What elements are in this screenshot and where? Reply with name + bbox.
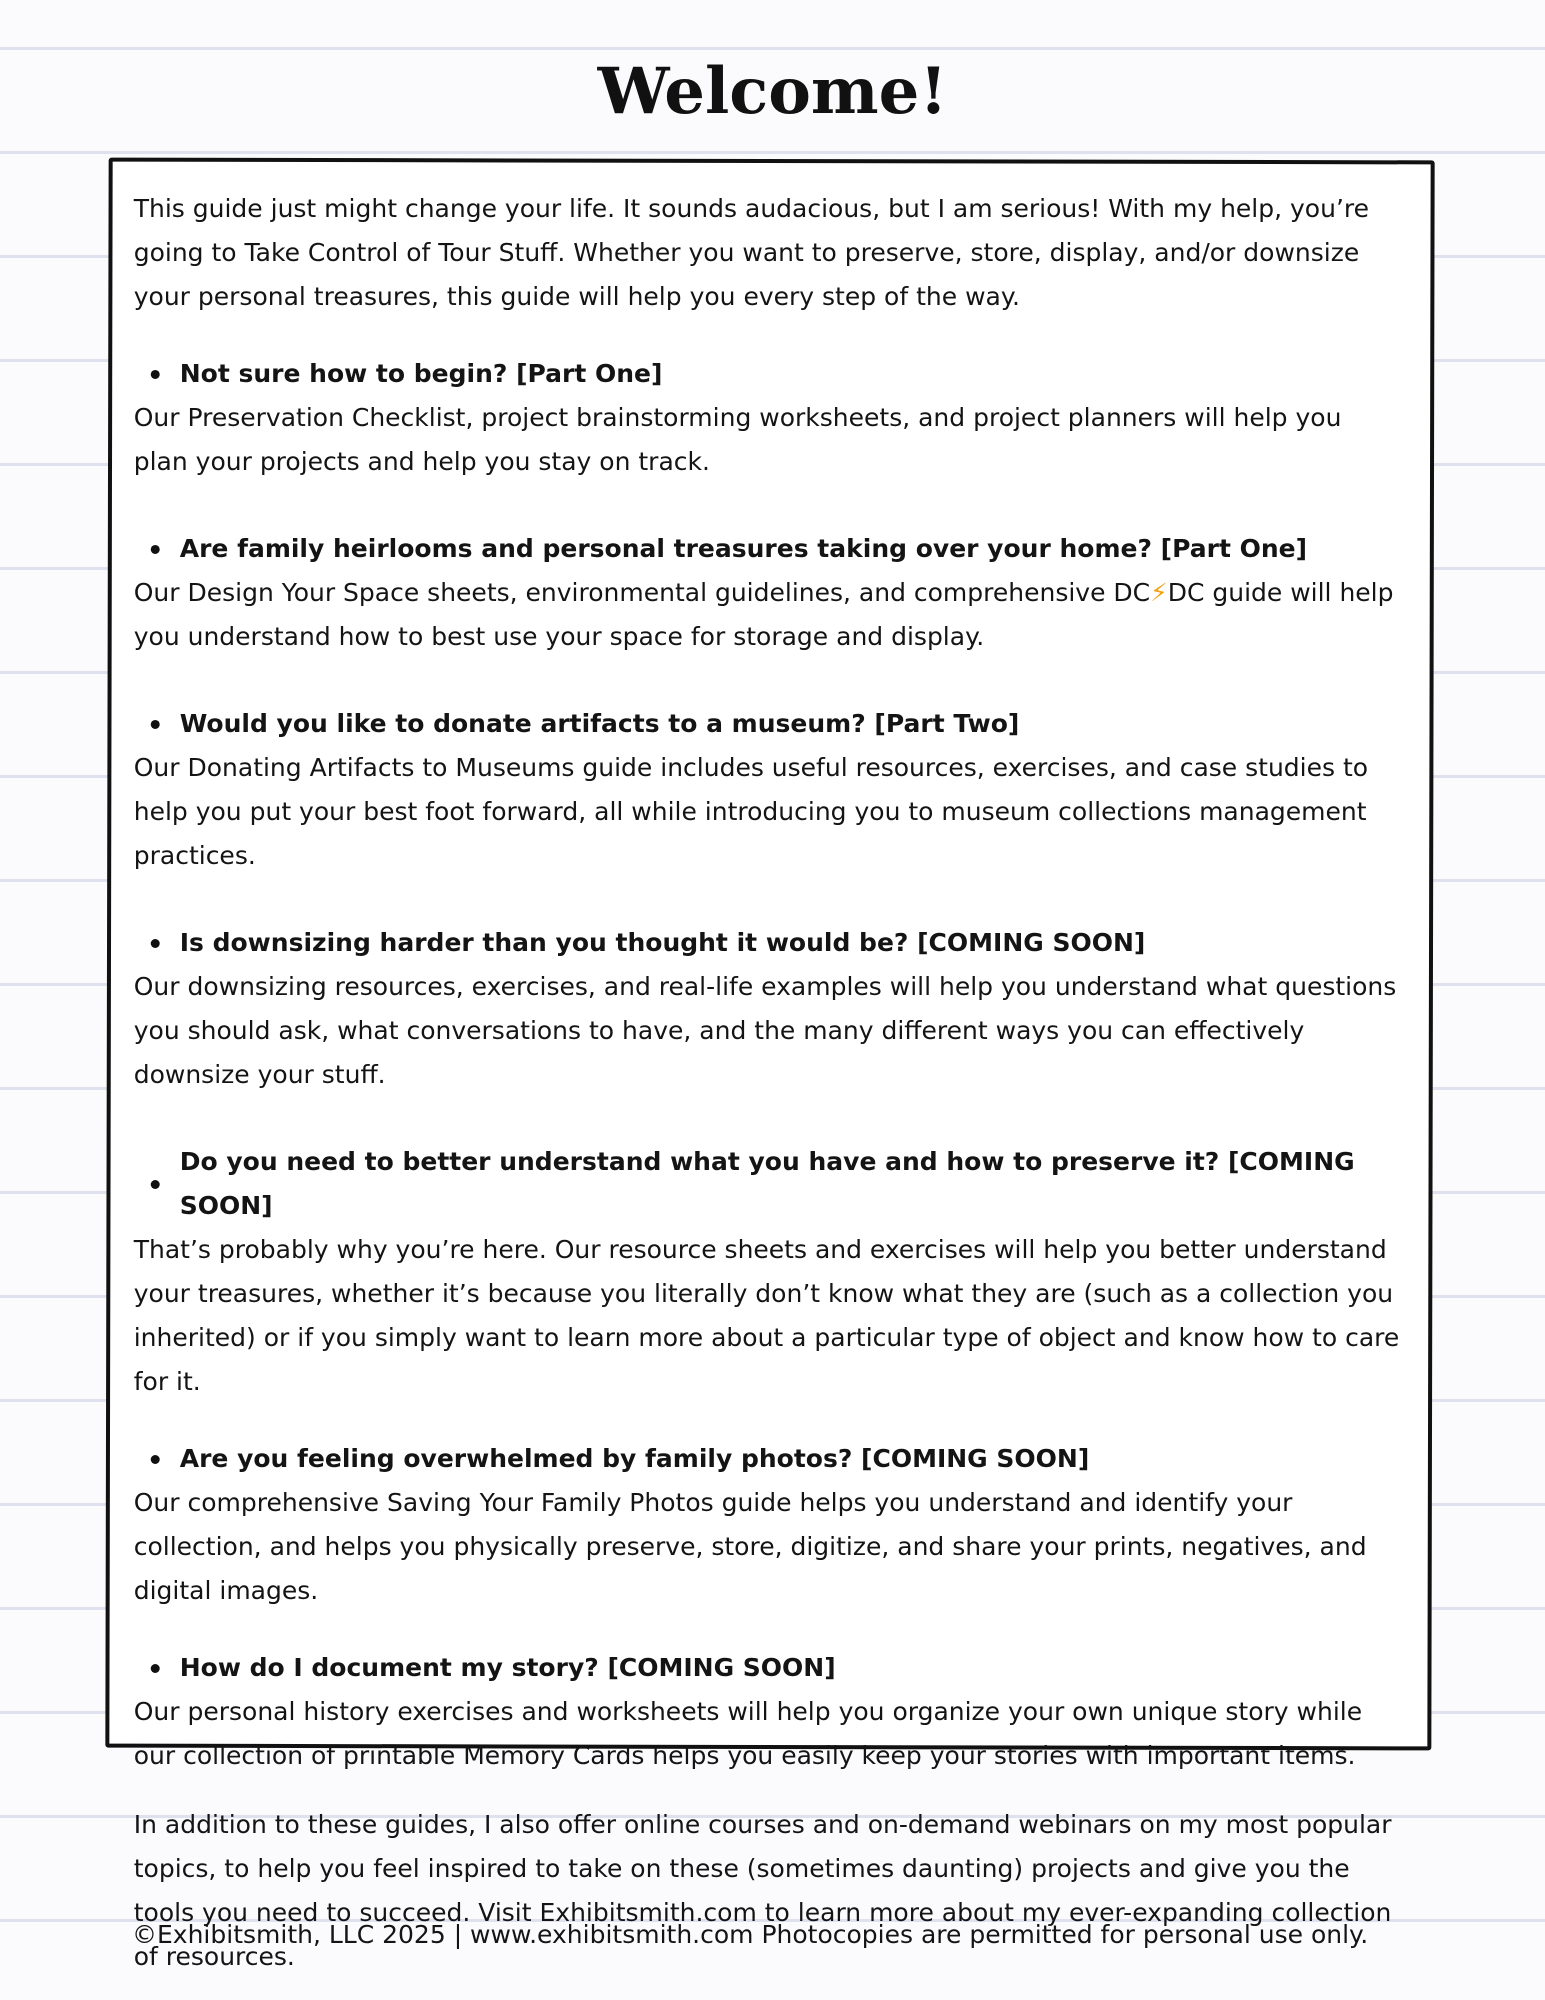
- content-inner: [134, 187, 1401, 1979]
- section-family-photos: [134, 1437, 1401, 1613]
- bullet-icon: [151, 369, 160, 378]
- bullet-icon: [151, 1179, 160, 1188]
- section-heading-text: Do you need to better understand what you have and how to preserve it? [COMING SOON]: [179, 1146, 1355, 1220]
- section-heading: [134, 1437, 1401, 1481]
- section-heading-text: Are family heirlooms and personal treasures taking over your home? [Part One]: [179, 533, 1308, 563]
- section-body: Our comprehensive Saving Your Family Photos guide helps you understand and identify your collection, and helps you physically preserve, store, digitize, and share your prints, negatives, and digital images.: [133, 1487, 1367, 1605]
- section-heading: [134, 1646, 1401, 1690]
- section-body: Our personal history exercises and worksheets will help you organize your own unique story while our collection of printable Memory Cards helps you easily keep your stories with important items.: [133, 1696, 1363, 1770]
- section-heading-text: Not sure how to begin? [Part One]: [179, 358, 663, 388]
- bullet-icon: [151, 938, 160, 947]
- section-body: [134, 571, 1401, 659]
- section-body-text: DC guide will help you understand how to best use your space for storage and display.: [133, 577, 1394, 651]
- section-body-text: Our Design Your Space sheets, environmental guidelines, and comprehensive DC: [133, 577, 1151, 607]
- section-body: That’s probably why you’re here. Our resource sheets and exercises will help you better understand your treasures, whether it’s because you literally don’t know what they are (such as a collection you inherited) or if you simply want to learn more about a particular type of object and know how to care for it.: [133, 1234, 1400, 1396]
- section-not-sure-how-to-begin: [134, 352, 1401, 484]
- bullet-icon: [151, 1663, 160, 1672]
- section-document-story: [134, 1646, 1401, 1778]
- section-understand-and-preserve: [134, 1140, 1401, 1404]
- section-heading: [134, 702, 1401, 746]
- section-donate-artifacts: [134, 702, 1401, 878]
- section-body: Our Donating Artifacts to Museums guide includes useful resources, exercises, and case studies to help you put your best foot forward, all while introducing you to museum collections management practices.: [133, 752, 1369, 870]
- section-heading: [134, 1140, 1401, 1228]
- lightning-bolt-icon: ⚡: [1150, 577, 1168, 607]
- bullet-icon: [151, 544, 160, 553]
- section-body: Our downsizing resources, exercises, and real-life examples will help you understand what questions you should ask, what conversations to have, and the many different ways you can effectively downsize your stuff.: [133, 971, 1397, 1089]
- bullet-icon: [151, 719, 160, 728]
- section-family-heirlooms: [134, 527, 1401, 659]
- section-heading-text: How do I document my story? [COMING SOON]: [179, 1652, 836, 1682]
- section-heading: [134, 921, 1401, 965]
- page-title: Welcome!: [597, 54, 948, 129]
- bullet-icon: [151, 1454, 160, 1463]
- section-heading: [134, 527, 1401, 571]
- intro-paragraph: This guide just might change your life. It sounds audacious, but I am serious! With my help, you’re going to Take Control of Tour Stuff. Whether you want to preserve, store, display, and/or downsize your personal treasures, this guide will help you every step of the way.: [133, 193, 1370, 311]
- section-body: Our Preservation Checklist, project brainstorming worksheets, and project planners will help you plan your projects and help you stay on track.: [133, 402, 1342, 476]
- section-heading: [134, 352, 1401, 396]
- section-heading-text: Would you like to donate artifacts to a museum? [Part Two]: [179, 708, 1020, 738]
- section-heading-text: Are you feeling overwhelmed by family photos? [COMING SOON]: [179, 1443, 1090, 1473]
- footer-copyright: ©Exhibitsmith, LLC 2025 | www.exhibitsmith.com Photocopies are permitted for personal use only.: [132, 1920, 1369, 1949]
- closing-paragraph: In addition to these guides, I also offer online courses and on-demand webinars on my most popular topics, to help you feel inspired to take on these (sometimes daunting) projects and give you the tools you need to succeed. Visit Exhibitsmith.com to learn more about my ever-expanding collection of resources.: [133, 1809, 1392, 1971]
- section-heading-text: Is downsizing harder than you thought it would be? [COMING SOON]: [179, 927, 1146, 957]
- section-downsizing: [134, 921, 1401, 1097]
